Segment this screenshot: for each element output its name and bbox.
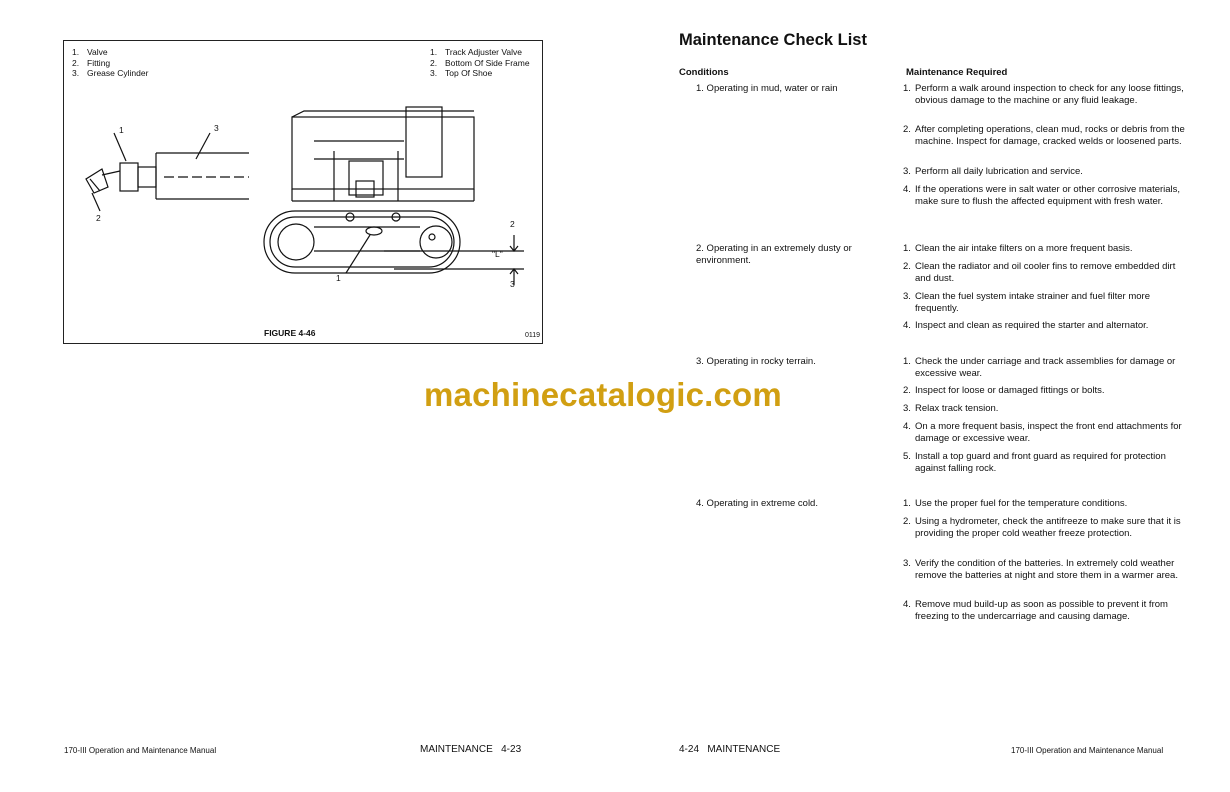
callout-3: 3	[214, 123, 219, 133]
maintenance-step: 2. Inspect for loose or damaged fittings or bolts.	[903, 385, 1105, 396]
callout-1: 1	[119, 125, 124, 135]
dimension-label-l: "L"	[492, 249, 503, 259]
maintenance-step: 1. Perform a walk around inspection to check for any loose fittings, obvious damage to the machine or any fluid leakage.	[903, 83, 1184, 106]
legend-item: 3. Top Of Shoe	[430, 68, 493, 78]
footer-manual-title: 170-III Operation and Maintenance Manual	[64, 746, 217, 755]
maintenance-step: 4. Inspect and clean as required the starter and alternator.	[903, 320, 1149, 331]
maintenance-step: 4. Remove mud build-up as soon as possible to prevent it from freezing to the undercarriage and causing damage.	[903, 599, 1168, 622]
maintenance-step: 3. Perform all daily lubrication and service.	[903, 166, 1083, 177]
legend-item: 3. Grease Cylinder	[72, 68, 149, 78]
maintenance-step: 5. Install a top guard and front guard as required for protection against falling rock.	[903, 451, 1166, 474]
page-title: Maintenance Check List	[679, 31, 867, 49]
callout-3: 3	[510, 279, 515, 289]
legend-item: 2. Bottom Of Side Frame	[430, 57, 530, 68]
conditions-header: Conditions	[679, 67, 729, 78]
legend-item: 1. Valve	[72, 47, 108, 57]
callout-2: 2	[96, 213, 101, 223]
condition-item: 2. Operating in an extremely dusty or environment.	[696, 243, 852, 266]
callout-2: 2	[510, 219, 515, 229]
maintenance-step: 1. Use the proper fuel for the temperature conditions.	[903, 498, 1128, 509]
right-page	[615, 0, 1230, 792]
maintenance-step: 3. Clean the fuel system intake strainer and fuel filter more frequently.	[903, 291, 1150, 314]
footer-page-number: 4-24 MAINTENANCE	[679, 744, 781, 755]
footer-manual-title: 170-III Operation and Maintenance Manual	[1011, 746, 1164, 755]
callout-1: 1	[336, 273, 341, 283]
condition-item: 1. Operating in mud, water or rain	[696, 83, 838, 94]
condition-item: 4. Operating in extreme cold.	[696, 498, 818, 509]
legend-item: 1. Track Adjuster Valve	[430, 47, 523, 57]
legend-item: 2. Fitting	[72, 57, 111, 68]
track-adjuster-illustration	[64, 41, 542, 343]
maintenance-step: 3. Relax track tension.	[903, 403, 999, 414]
figure-4-46	[63, 40, 543, 344]
figure-caption: FIGURE 4-46	[264, 328, 316, 338]
watermark: machinecatalogic.com	[424, 376, 782, 413]
maintenance-step: 1. Check the under carriage and track assemblies for damage or excessive wear.	[903, 356, 1176, 379]
maintenance-step: 3. Verify the condition of the batteries. In extremely cold weather remove the batteries at night and store them in a warmer area.	[903, 558, 1178, 581]
maintenance-step: 2. Using a hydrometer, check the antifreeze to make sure that it is providing the proper cold weather freeze protection.	[903, 516, 1181, 539]
footer-page-number: MAINTENANCE 4-23	[420, 744, 522, 755]
maintenance-header: Maintenance Required	[906, 67, 1008, 78]
maintenance-step: 1. Clean the air intake filters on a more frequent basis.	[903, 243, 1133, 254]
maintenance-step: 2. Clean the radiator and oil cooler fins to remove embedded dirt and dust.	[903, 261, 1176, 284]
condition-item: 3. Operating in rocky terrain.	[696, 356, 816, 367]
figure-code: 0119	[525, 332, 541, 339]
maintenance-step: 2. After completing operations, clean mud, rocks or debris from the machine. Inspect for damage, cracked welds or loosened parts.	[903, 124, 1185, 147]
maintenance-step: 4. If the operations were in salt water or other corrosive materials, make sure to flush the affected equipment with fresh water.	[903, 184, 1181, 207]
maintenance-step: 4. On a more frequent basis, inspect the front end attachments for damage or excessive wear.	[903, 421, 1182, 444]
